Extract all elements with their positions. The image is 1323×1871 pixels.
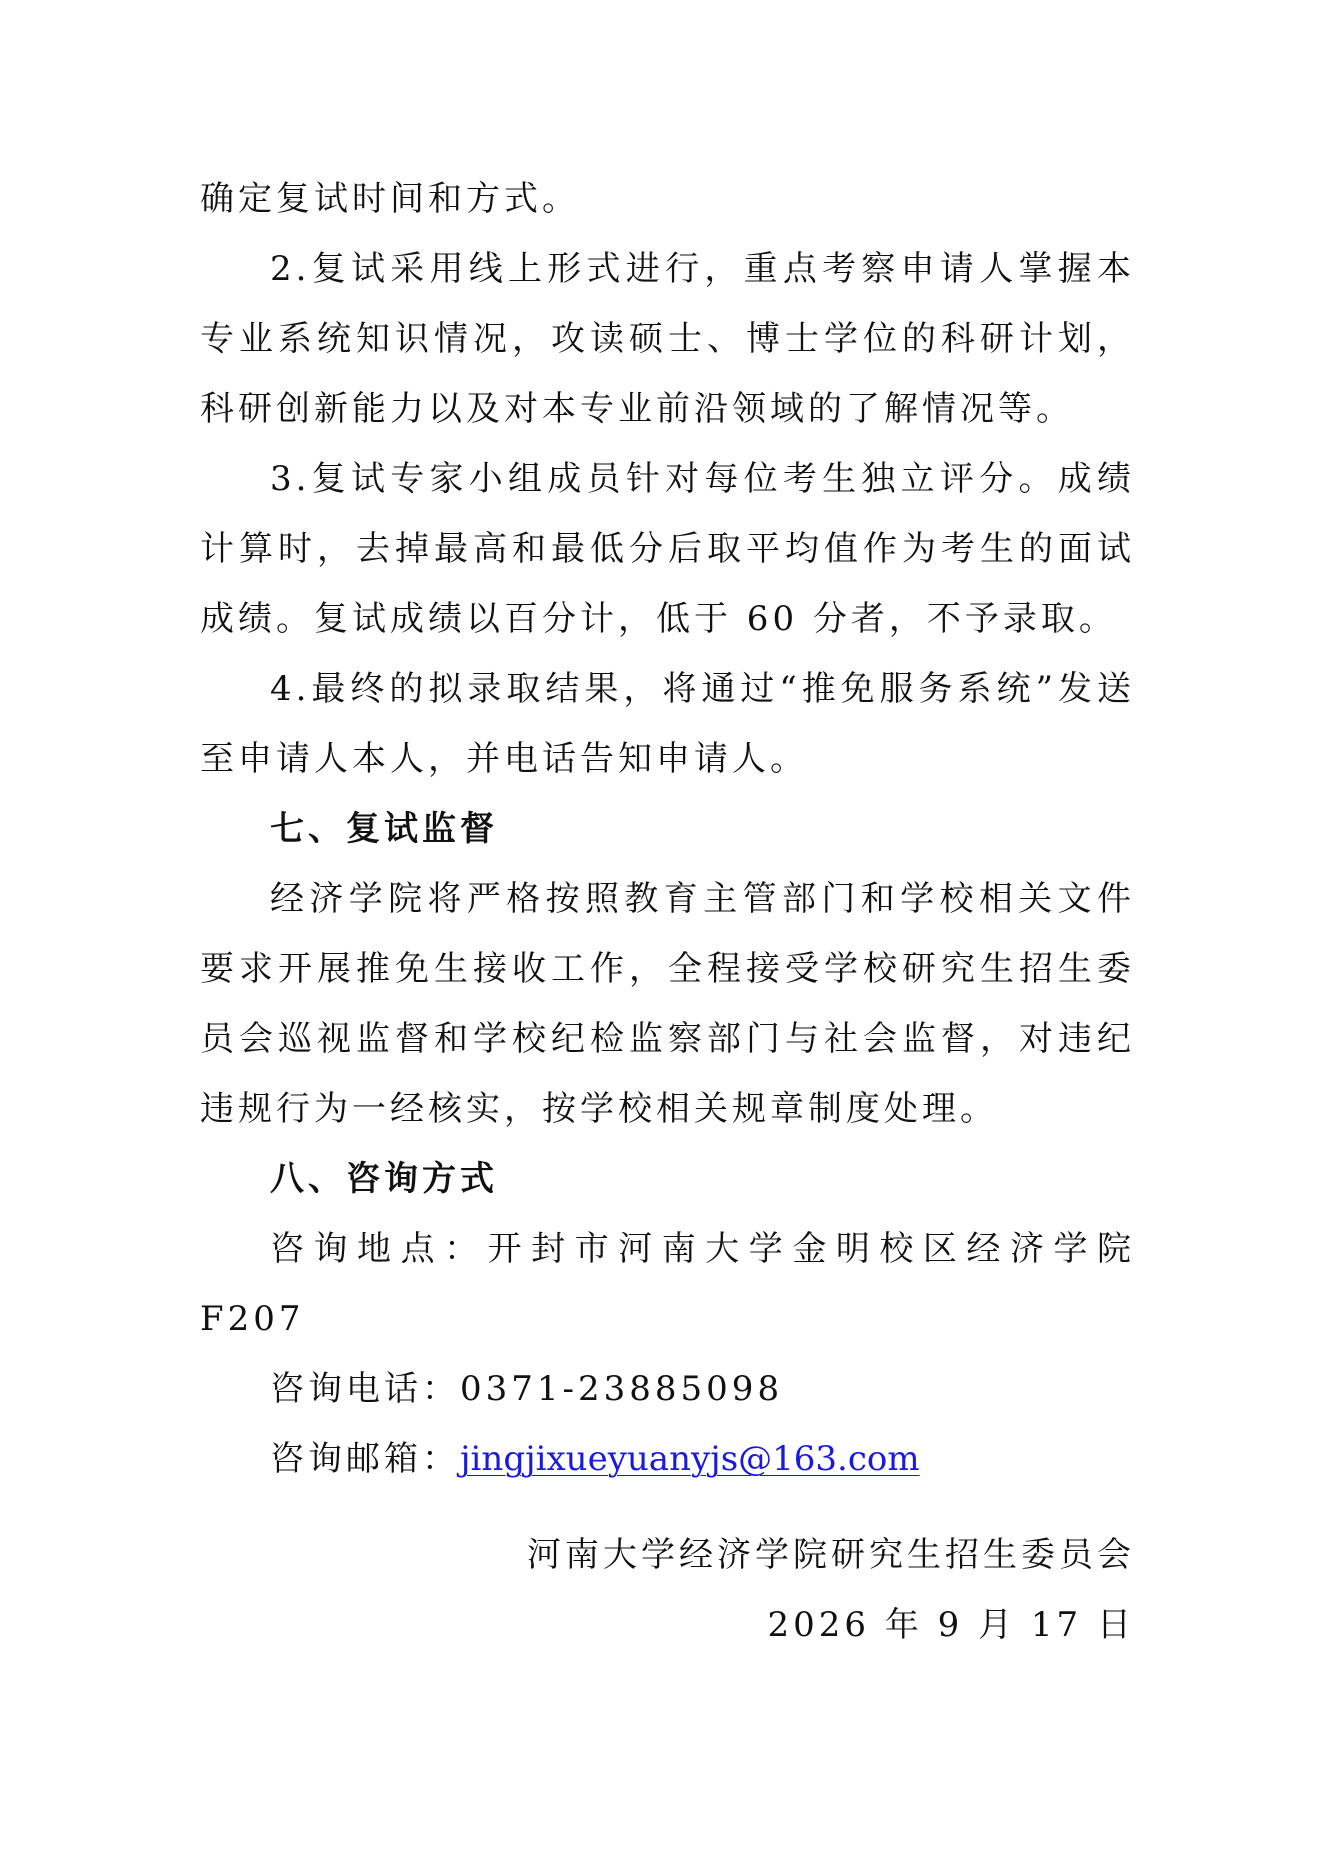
signature-organization: 河南大学经济学院研究生招生委员会 [527,1535,1135,1575]
section-8-heading: 八、咨询方式 [270,1159,498,1199]
paragraph-item-4: 4.最终的拟录取结果，将通过“推免服务系统”发送至申请人本人，并电话告知申请人。 [200,669,1135,779]
contact-phone [200,1354,1135,1424]
signature-date: 2026 年 9 月 17 日 [767,1605,1135,1645]
contact-phone-value: 0371-23885098 [460,1369,784,1409]
section-7-heading: 七、复试监督 [270,809,498,849]
contact-phone-label: 咨询电话： [270,1369,460,1409]
contact-location-label: 咨询地点： [270,1229,488,1269]
contact-email [200,1424,1135,1494]
document-body [200,164,1135,1494]
signature-block [527,1520,1135,1660]
paragraph-item-3: 3.复试专家小组成员针对每位考生独立评分。成绩计算时，去掉最高和最低分后取平均值作为考生的面试成绩。复试成绩以百分计，低于 60 分者，不予录取。 [200,459,1135,639]
paragraph-confirm-time: 确定复试时间和方式。 [200,179,580,219]
contact-location-value: 开封市河南大学金明校区经济学院 F207 [200,1229,1136,1339]
contact-location [200,1214,1135,1354]
paragraph-item-2: 2.复试采用线上形式进行，重点考察申请人掌握本专业系统知识情况，攻读硕士、博士学位的科研计划，科研创新能力以及对本专业前沿领域的了解情况等。 [200,249,1135,429]
section-7-body: 经济学院将严格按照教育主管部门和学校相关文件要求开展推免生接收工作，全程接受学校研究生招生委员会巡视监督和学校纪检监察部门与社会监督，对违纪违规行为一经核实，按学校相关规章制度处理。 [200,879,1135,1129]
contact-email-label: 咨询邮箱： [270,1439,460,1479]
contact-email-link[interactable]: jingjixueyuanyjs@163.com [460,1439,920,1479]
